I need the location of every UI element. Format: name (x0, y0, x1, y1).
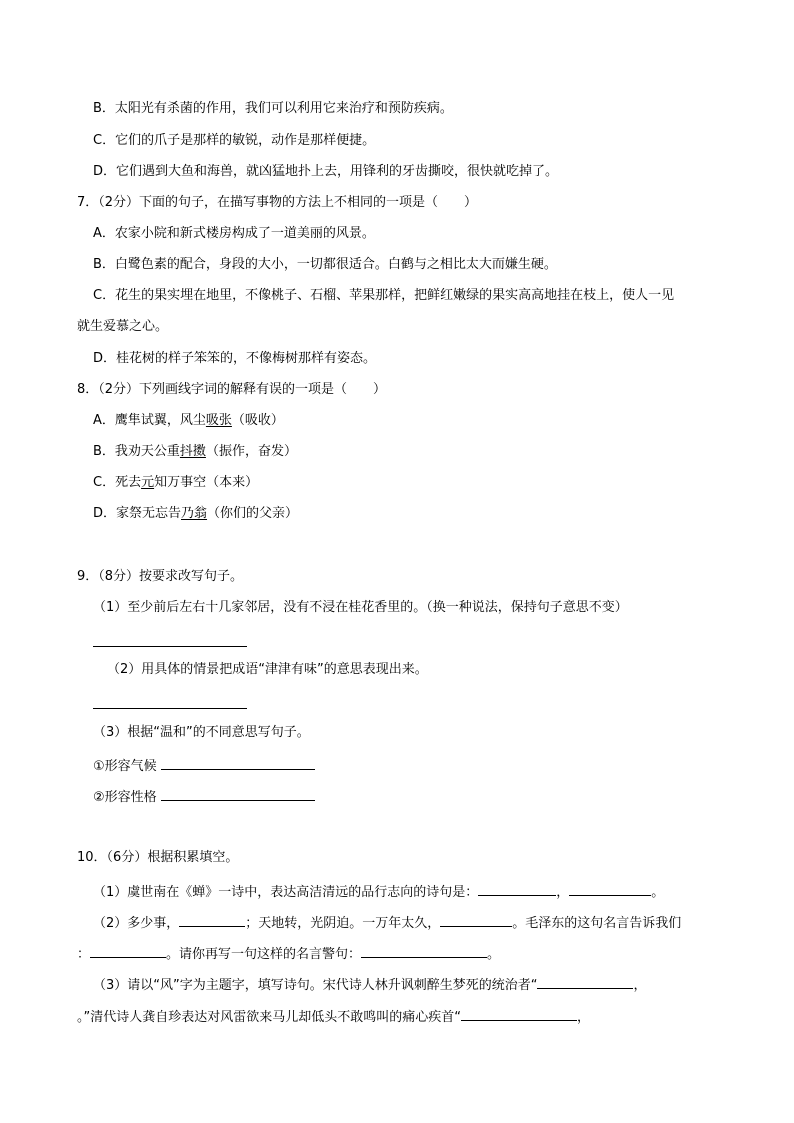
answer-blank[interactable] (537, 974, 633, 989)
answer-blank[interactable] (90, 943, 166, 958)
q8-option-c: C．死去元知万事空（本来） (93, 475, 259, 490)
q10-part1: （1）虞世南在《蝉》一诗中，表达高洁清远的品行志向的诗句是： ， 。 (93, 881, 664, 902)
answer-blank[interactable] (440, 912, 512, 927)
underlined-word: 元 (141, 475, 155, 490)
underlined-word: 吸张 (205, 413, 232, 428)
q9-stem: 9．（8分）按要求改写句子。 (77, 569, 244, 584)
answer-blank[interactable] (461, 1006, 577, 1021)
q10-part3-line1: （3）请以“风”字为主题字，填写诗句。宋代诗人林升讽刺醉生梦死的统治者“ ， (93, 974, 647, 995)
answer-blank[interactable] (161, 786, 315, 801)
underlined-word: 抖擞 (179, 444, 206, 459)
q10-part2-line2: ： 。请你再写一句这样的名言警句： 。 (77, 943, 500, 964)
answer-blank[interactable] (93, 708, 247, 709)
q10-part3-line2: 。”清代诗人龚自珍表达对风雷欲来马儿却低头不敢鸣叫的痛心疾首“ ， (77, 1006, 590, 1027)
q10-part2-line1: （2）多少事， ；天地转，光阴迫。一万年太久， 。毛泽东的这句名言告诉我们 (93, 912, 681, 933)
q10-stem: 10．（6分）根据积累填空。 (77, 850, 239, 865)
q6-option-c: C．它们的爪子是那样的敏锐，动作是那样便捷。 (93, 133, 376, 148)
q7-option-d: D．桂花树的样子笨笨的，不像梅树那样有姿态。 (93, 351, 377, 366)
q7-option-b: B．白鹭色素的配合，身段的大小，一切都很适合。白鹤与之相比太大而嫌生硬。 (93, 257, 557, 272)
underlined-word: 乃翁 (181, 506, 208, 521)
q8-option-d: D．家祭无忘告乃翁（你们的父亲） (93, 506, 299, 521)
q9-part3: （3）根据“温和”的不同意思写句子。 (93, 725, 310, 740)
q7-option-c-line2: 就生爱慕之心。 (77, 319, 169, 334)
answer-blank[interactable] (569, 881, 651, 896)
q9-part3a: ①形容气候 (93, 755, 315, 776)
q8-stem: 8．（2分）下列画线字词的解释有误的一项是（ ） (77, 382, 387, 397)
q7-stem: 7．（2分）下面的句子，在描写事物的方法上不相同的一项是（ ） (77, 195, 478, 210)
answer-blank[interactable] (161, 755, 315, 770)
q6-option-d: D．它们遇到大鱼和海兽，就凶猛地扑上去，用锋利的牙齿撕咬，很快就吃掉了。 (93, 164, 559, 179)
answer-blank[interactable] (478, 881, 556, 896)
q8-option-b: B．我劝天公重抖擞（振作，奋发） (93, 444, 297, 459)
q9-part3b: ②形容性格 (93, 786, 315, 807)
q6-option-b: B．太阳光有杀菌的作用，我们可以利用它来治疗和预防疾病。 (93, 101, 453, 116)
answer-blank[interactable] (361, 943, 487, 958)
q9-part2: （2）用具体的情景把成语“津津有味”的意思表现出来。 (107, 662, 428, 677)
q7-option-a: A．农家小院和新式楼房构成了一道美丽的风景。 (93, 226, 375, 241)
q8-option-a: A．鹰隼试翼，风尘吸张（吸收） (93, 413, 284, 428)
q9-part1: （1）至少前后左右十几家邻居，没有不浸在桂花香里的。（换一种说法，保持句子意思不变） (93, 600, 628, 615)
q7-option-c-line1: C．花生的果实埋在地里，不像桃子、石榴、苹果那样，把鲜红嫩绿的果实高高地挂在枝上，使人一见 (93, 288, 675, 303)
answer-blank[interactable] (93, 646, 247, 647)
answer-blank[interactable] (179, 912, 245, 927)
